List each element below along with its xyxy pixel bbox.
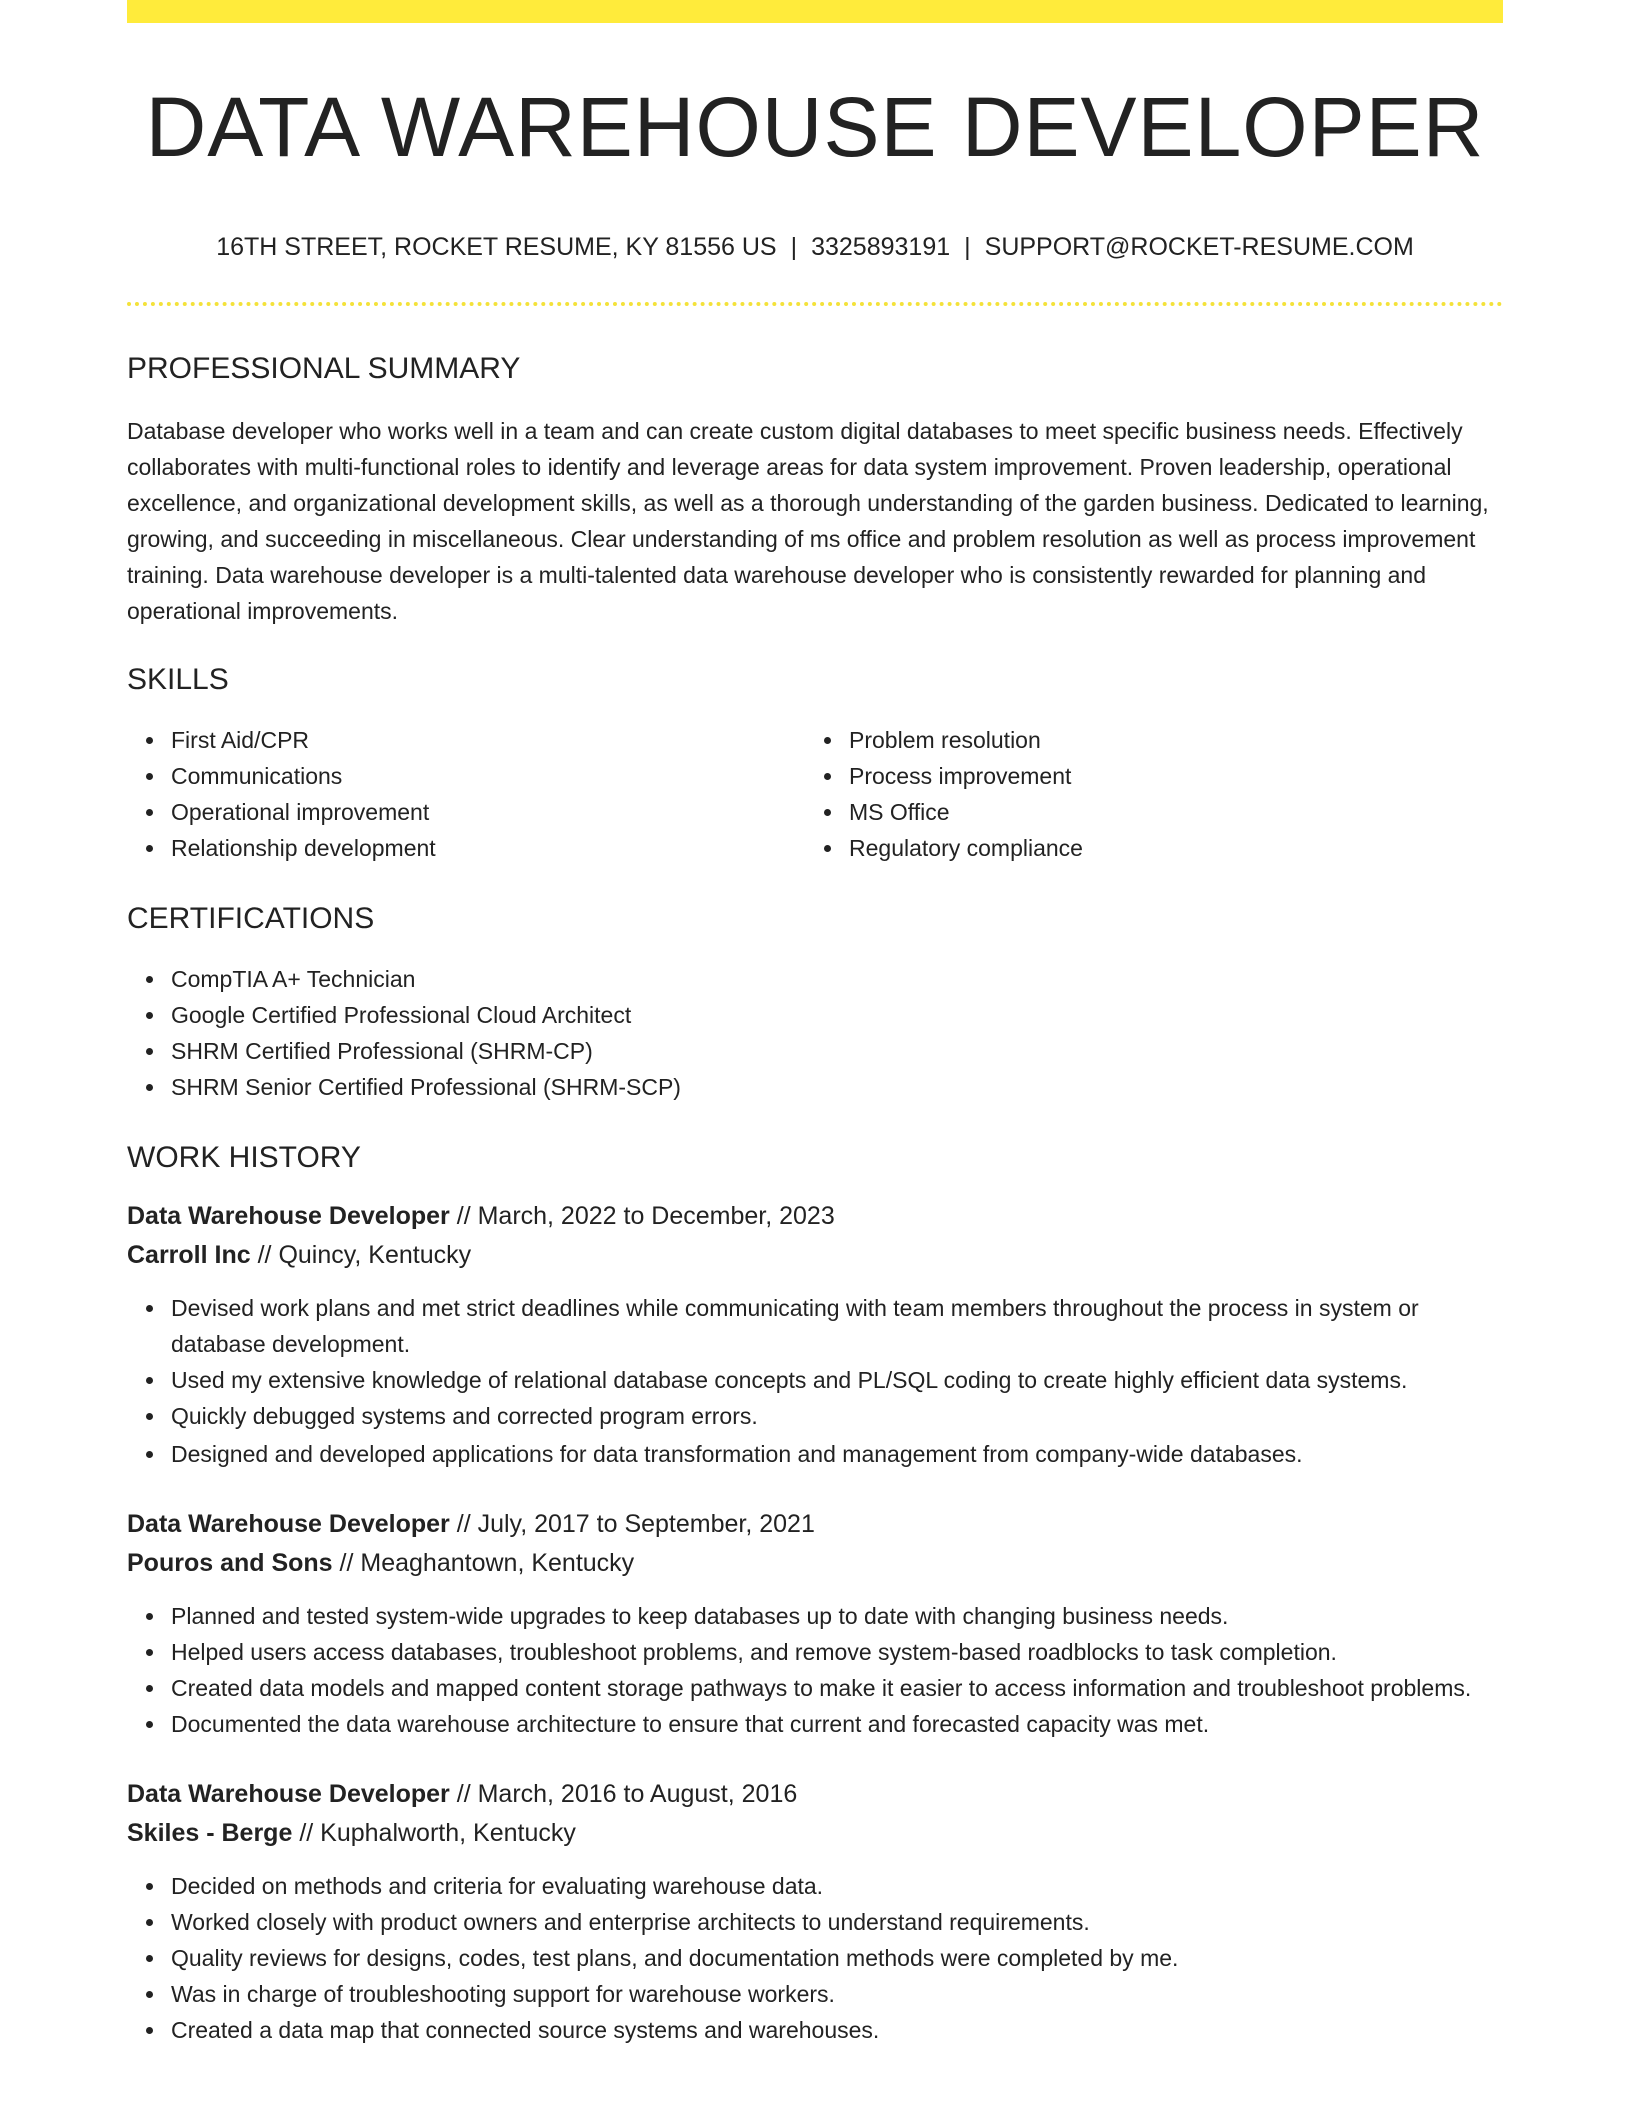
summary-heading: PROFESSIONAL SUMMARY <box>127 352 521 385</box>
job-company: Skiles - Berge <box>127 1819 293 1847</box>
summary-text: Database developer who works well in a team and can create custom digital databases to meet specific business needs. Effectively collaborates with multi-functional roles to identify and leverage areas for data system improvement. Proven leadership, operational excellence, and organizational development skills, as well as a thorough understanding of the garden business. Dedicated to learning, growing, and succeeding in miscellaneous. Clear understanding of ms office and problem resolution as well as process improvement training. Data warehouse developer is a multi-talented data warehouse developer who is consistently rewarded for planning and operational improvements. <box>127 418 1489 624</box>
skills-left-list <box>127 722 805 866</box>
job-bullet-list <box>127 1290 1503 1472</box>
job-role: Data Warehouse Developer <box>127 1780 450 1808</box>
job-company: Carroll Inc <box>127 1241 251 1269</box>
contact-separator: | <box>790 233 798 261</box>
list-item: Relationship development <box>171 830 805 866</box>
job-dates: // March, 2022 to December, 2023 <box>456 1202 835 1230</box>
list-item: Was in charge of troubleshooting support for warehouse workers. <box>171 1976 1503 2012</box>
list-item: Problem resolution <box>849 722 1483 758</box>
list-item: Regulatory compliance <box>849 830 1483 866</box>
list-item: Created a data map that connected source systems and warehouses. <box>171 2012 1503 2048</box>
list-item: Designed and developed applications for data transformation and management from company-wide databases. <box>171 1436 1503 1472</box>
accent-top-bar <box>127 0 1503 23</box>
list-item: SHRM Certified Professional (SHRM-CP) <box>171 1033 1503 1069</box>
list-item: Quality reviews for designs, codes, test plans, and documentation methods were completed by me. <box>171 1940 1503 1976</box>
list-item: Used my extensive knowledge of relational database concepts and PL/SQL coding to create highly efficient data systems. <box>171 1362 1503 1398</box>
list-item: Helped users access databases, troubleshoot problems, and remove system-based roadblocks to task completion. <box>171 1634 1503 1670</box>
job-entry <box>127 1512 1503 1742</box>
job-company-line <box>127 1821 1503 1846</box>
contact-email[interactable]: SUPPORT@ROCKET-RESUME.COM <box>984 233 1414 261</box>
certifications-list <box>127 961 1503 1105</box>
job-entry <box>127 1204 1503 1472</box>
list-item: MS Office <box>849 794 1483 830</box>
contact-line <box>127 235 1503 260</box>
list-item: Quickly debugged systems and corrected program errors. <box>171 1398 1503 1434</box>
job-bullet-list <box>127 1598 1503 1742</box>
list-item: Devised work plans and met strict deadlines while communicating with team members throughout the process in system or database development. <box>171 1290 1503 1362</box>
list-item: CompTIA A+ Technician <box>171 961 1503 997</box>
list-item: Decided on methods and criteria for evaluating warehouse data. <box>171 1868 1503 1904</box>
job-company-line <box>127 1243 1503 1268</box>
contact-phone: 3325893191 <box>811 233 951 261</box>
job-dates: // July, 2017 to September, 2021 <box>456 1510 815 1538</box>
list-item: Worked closely with product owners and enterprise architects to understand requirements. <box>171 1904 1503 1940</box>
skills-columns <box>127 722 1503 866</box>
contact-separator: | <box>964 233 971 261</box>
job-title-line <box>127 1782 1503 1807</box>
job-location: // Meaghantown, Kentucky <box>339 1549 635 1577</box>
job-role: Data Warehouse Developer <box>127 1510 450 1538</box>
job-company: Pouros and Sons <box>127 1549 333 1577</box>
job-location: // Kuphalworth, Kentucky <box>299 1819 576 1847</box>
list-item: Created data models and mapped content storage pathways to make it easier to access information and troubleshoot problems. <box>171 1670 1503 1706</box>
job-company-line <box>127 1551 1503 1576</box>
list-item: Communications <box>171 758 805 794</box>
skills-heading: SKILLS <box>127 663 229 696</box>
job-bullet-list <box>127 1868 1503 2048</box>
contact-address: 16TH STREET, ROCKET RESUME, KY 81556 US <box>216 233 777 261</box>
job-role: Data Warehouse Developer <box>127 1202 450 1230</box>
work-history-heading: WORK HISTORY <box>127 1141 361 1174</box>
list-item: Operational improvement <box>171 794 805 830</box>
list-item: Process improvement <box>849 758 1483 794</box>
skills-right-list <box>805 722 1483 866</box>
certifications-heading: CERTIFICATIONS <box>127 902 375 935</box>
resume-name: DATA WAREHOUSE DEVELOPER <box>145 80 1485 174</box>
job-entry <box>127 1782 1503 2048</box>
job-dates: // March, 2016 to August, 2016 <box>456 1780 798 1808</box>
job-title-line <box>127 1512 1503 1537</box>
list-item: Planned and tested system-wide upgrades to keep databases up to date with changing business needs. <box>171 1598 1503 1634</box>
list-item: Documented the data warehouse architecture to ensure that current and forecasted capacity was met. <box>171 1706 1503 1742</box>
job-location: // Quincy, Kentucky <box>257 1241 472 1269</box>
header-divider <box>127 302 1503 306</box>
job-title-line <box>127 1204 1503 1229</box>
resume-page <box>127 0 1503 2048</box>
list-item: SHRM Senior Certified Professional (SHRM-SCP) <box>171 1069 1503 1105</box>
list-item: Google Certified Professional Cloud Architect <box>171 997 1503 1033</box>
list-item: First Aid/CPR <box>171 722 805 758</box>
